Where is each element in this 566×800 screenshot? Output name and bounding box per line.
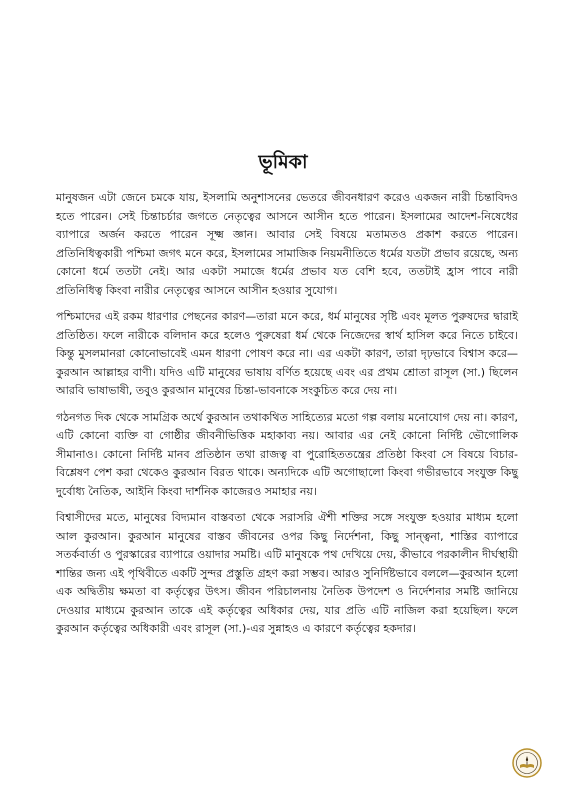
paragraph-2: পশ্চিমাদের এই রকম ধারণার পেছনের কারণ—তারা মনে করে, ধর্ম মানুষের সৃষ্টি এবং মূলত পুরুষদের দ্বারাই প্রতিষ্ঠিত। ফলে নারীকে বলিদান করে হলেও পুরুষেরা ধর্ম থেকে নিজেদের স্বার্থ হাসিল করে নিতে চাইবে। কিন্তু মুসলমানরা কোনোভাবেই এমন ধারণা পোষণ করে না। এর একটা কারণ, তারা দৃঢ়ভাবে বিশ্বাস করে—কুরআন আল্লাহর বাণী। যদিও এটি মানুষের ভাষায় বর্ণিত হয়েছে এবং এর প্রথম শ্রোতা রাসূল (সা.) ছিলেন আরবি ভাষাভাষী, তবুও কুরআন মানুষের চিন্তা-ভাবনাকে সংকুচিত করে দেয় না। bbox=[56, 310, 518, 397]
book-emblem-icon bbox=[512, 748, 542, 778]
body-text bbox=[56, 189, 518, 647]
paragraph-1: মানুষজন এটা জেনে চমকে যায়, ইসলামি অনুশাসনের ভেতরে জীবনধারণ করেও একজন নারী চিন্তাবিদও হতে পারেন। সেই চিন্তাচর্চার জগতে নেতৃত্বের আসনে আসীন হতে পারেন। ইসলামের আদেশ-নিষেধের ব্যাপারে অর্জন করতে পারেন সূক্ষ্ম জ্ঞান। আবার সেই বিষয়ে মতামতও প্রকাশ করতে পারেন। প্রতিনিধিত্বকারী পশ্চিমা জগৎ মনে করে, ইসলামের সামাজিক নিয়মনীতিতে ধর্মের যতটা প্রভাব রয়েছে, অন্য কোনো ধর্মে ততটা নেই। আর একটা সমাজে ধর্মের প্রভাব যত বেশি হবে, ততটাই হ্রাস পাবে নারী প্রতিনিধিত্ব কিংবা নারীর নেতৃত্বের আসনে আসীন হওয়ার সুযোগ। bbox=[56, 191, 518, 297]
publisher-logo-icon bbox=[512, 748, 542, 778]
paragraph-4: বিশ্বাসীদের মতে, মানুষের বিদ্যমান বাস্তবতা থেকে সরাসরি ঐশী শক্তির সঙ্গে সংযুক্ত হওয়ার মাধ্যম হলো আল কুরআন। কুরআন মানুষের বাস্তব জীবনের ওপর কিছু নির্দেশনা, কিছু সান্ত্বনা, শাস্তির ব্যাপারে সতর্কবার্তা ও পুরস্কারের ব্যাপারে ওয়াদার সমষ্টি। এটি মানুষকে পথ দেখিয়ে দেয়, কীভাবে পরকালীন দীর্ঘস্থায়ী শান্তির জন্য এই পৃথিবীতে একটি সুন্দর প্রস্তুতি গ্রহণ করা সম্ভব। আরও সুনির্দিষ্টভাবে বললে—কুরআন হলো এক অদ্বিতীয় ক্ষমতা বা কর্তৃত্বের উৎস। জীবন পরিচালনায় নৈতিক উপদেশ ও নির্দেশনার সমষ্টি জানিয়ে দেওয়ার মাধ্যমে কুরআন তাকে এই কর্তৃত্বের অধিকার দেয়, যার প্রতি এটি নাজিল করা হয়েছিল। ফলে কুরআন কর্তৃত্বের অধিকারী এবং রাসূল (সা.)-এর সুন্নাহও এ কারণে কর্তৃত্বের হকদার। bbox=[56, 511, 518, 635]
paragraph-3: গঠনগত দিক থেকে সামগ্রিক অর্থে কুরআন তথাকথিত সাহিত্যের মতো গল্প বলায় মনোযোগ দেয় না। কারণ, এটি কোনো ব্যক্তি বা গোষ্ঠীর জীবনীভিত্তিক মহাকাব্য নয়। আবার এর নেই কোনো নির্দিষ্ট ভৌগোলিক সীমানাও। কোনো নির্দিষ্ট মানব প্রতিষ্ঠান তথা রাজত্ব বা পুরোহিততন্ত্রের প্রতিষ্ঠা কিংবা সে বিষয়ে বিচার-বিশ্লেষণ পেশ করা থেকেও কুরআন বিরত থাকে। অন্যদিকে এটি অগোছালো কিংবা গভীরভাবে সংযুক্ত কিছু দুর্বোধ্য নৈতিক, আইনি কিংবা দার্শনিক কাজেরও সমাহার নয়। bbox=[56, 410, 518, 498]
page-title: ভূমিকা bbox=[258, 151, 308, 173]
